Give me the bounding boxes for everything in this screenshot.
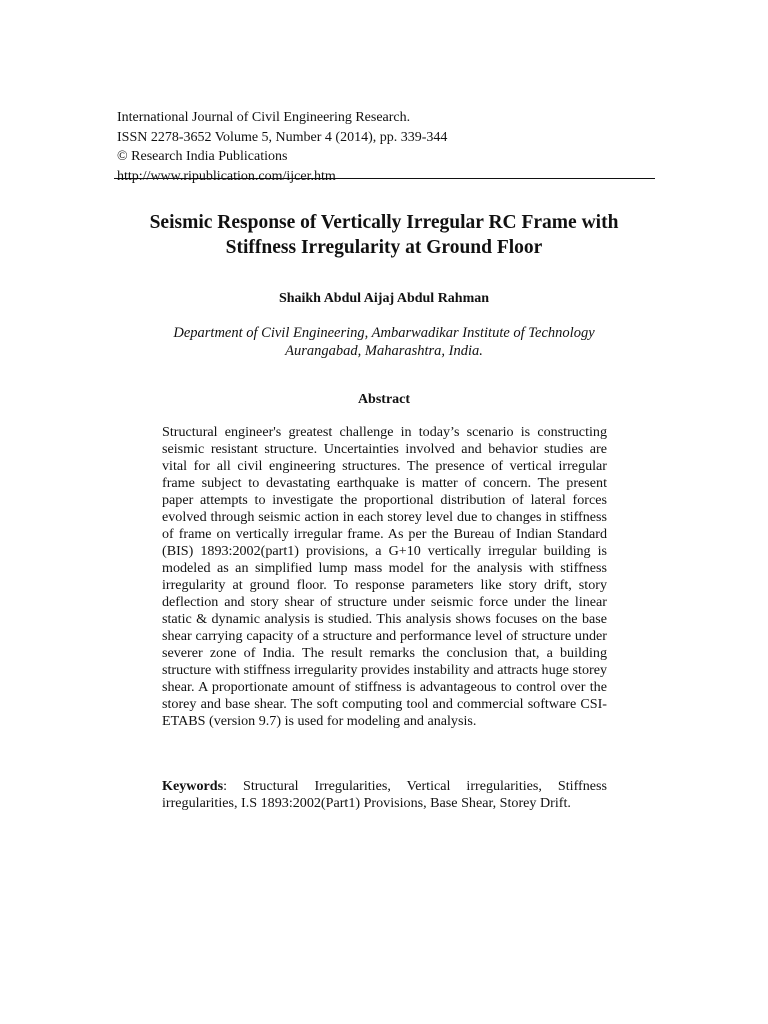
journal-name: International Journal of Civil Engineering Research. bbox=[117, 110, 411, 125]
paper-title bbox=[100, 210, 668, 260]
author-affiliation bbox=[100, 324, 668, 360]
affiliation-line-2: Aurangabad, Maharashtra, India. bbox=[285, 343, 483, 359]
affiliation-line-1: Department of Civil Engineering, Ambarwadikar Institute of Technology bbox=[173, 325, 595, 341]
paper-title-line-2: Stiffness Irregularity at Ground Floor bbox=[225, 237, 543, 258]
keywords-label: Keywords bbox=[162, 778, 224, 794]
author-name: Shaikh Abdul Aijaj Abdul Rahman bbox=[278, 291, 490, 306]
keywords-text: : Structural Irregularities, Vertical irregularities, Stiffness irregularities, I.S 1893:2002(Part1) Provisions, Base Shear, Storey Drift. bbox=[162, 778, 607, 811]
paper-title-line-1: Seismic Response of Vertically Irregular RC Frame with bbox=[149, 212, 619, 233]
abstract-text: Structural engineer's greatest challenge in today’s scenario is constructing seismic resistant structure. Uncertainties involved and behavior studies are vital for all civil engineering structures. The presence of vertical irregular frame subject to devastating earthquake is matter of concern. The present paper attempts to investigate the proportional distribution of lateral forces evolved through seismic action in each storey level due to changes in stiffness of frame on vertically irregular frame. As per the Bureau of Indian Standard (BIS) 1893:2002(part1) provisions, a G+10 vertically irregular building is modeled as an simplified lump mass model for the analysis with stiffness irregularity at ground floor. To response parameters like story drift, story deflection and story shear of structure under seismic force under the linear static & dynamic analysis is studied. This analysis shows focuses on the base shear carrying capacity of a structure and performance level of structure under severer zone of India. The result remarks the conclusion that, a building structure with stiffness irregularity provides instability and attracts huge storey shear. A proportionate amount of stiffness is advantageous to control over the storey and base shear. The soft computing tool and commercial software CSI-ETABS (version 9.7) is used for modeling and analysis. bbox=[162, 424, 607, 729]
journal-issn: ISSN 2278-3652 Volume 5, Number 4 (2014), pp. 339-344 bbox=[117, 129, 448, 145]
keywords-paragraph bbox=[162, 778, 607, 812]
journal-url: http://www.ripublication.com/ijcer.htm bbox=[117, 168, 336, 184]
journal-header bbox=[117, 108, 657, 186]
header-divider bbox=[114, 178, 655, 179]
journal-publisher: © Research India Publications bbox=[117, 149, 288, 164]
abstract-heading: Abstract bbox=[357, 392, 411, 407]
